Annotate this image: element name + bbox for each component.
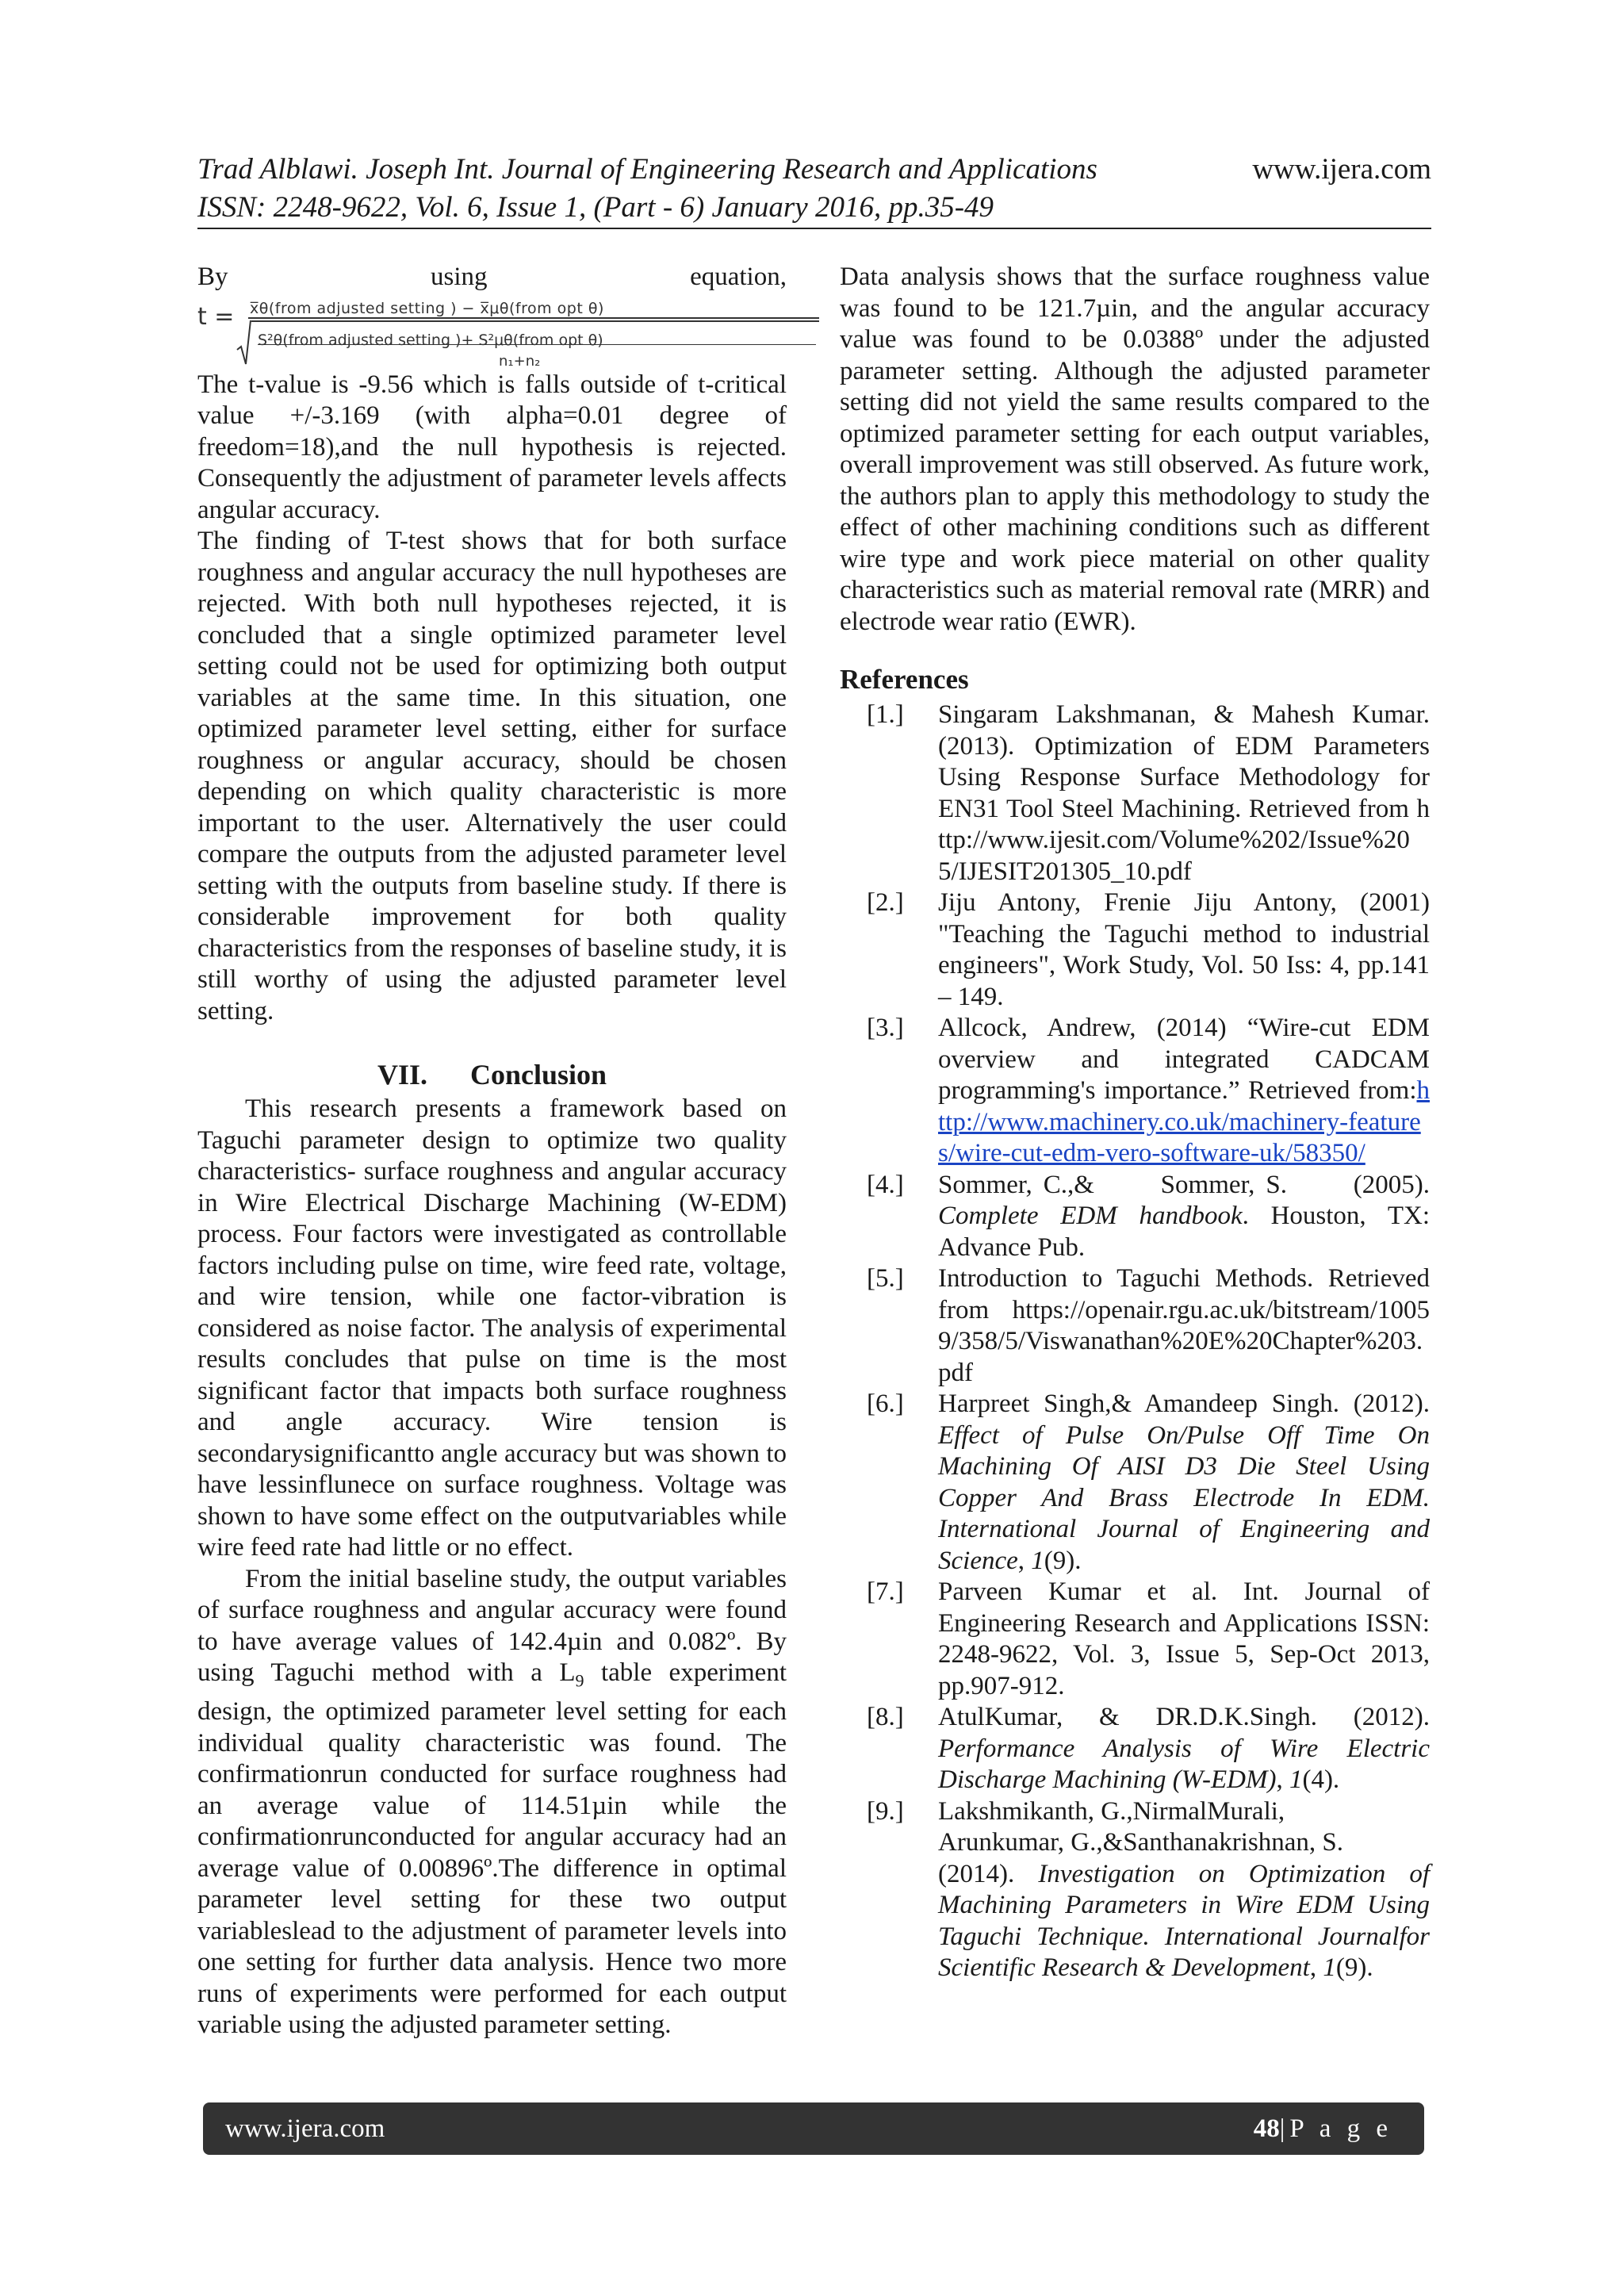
formula-denominator-top: S²θ(from adjusted setting )+ S²μθ(from opt θ) — [258, 331, 603, 349]
reference-authors: Arunkumar, G.,&Santhanakrishnan, S. — [938, 1828, 1344, 1857]
reference-item — [840, 1577, 1430, 1702]
reference-text: Allcock, Andrew, (2014) “Wire-cut EDM overview and integrated CADCAM programming's importance.” Retrieved from: — [938, 1014, 1430, 1105]
reference-number: [4.] — [867, 1170, 904, 1199]
section-heading-conclusion: VII. Conclusion — [377, 1059, 607, 1091]
references-heading: References — [840, 664, 969, 695]
reference-text: , — [1309, 1953, 1323, 1982]
paragraph-conclusion: This research presents a framework based on Taguchi parameter design to optimize two quality characteristics- surface roughness and angular accuracy in Wire Electrical Discharge Machining (W-EDM) process. Four factors were investigated as controllable factors including pulse on time, wire feed rate, voltage, and wire tension, while one factor-vibration is considered as noise factor. The analysis of experimental results concludes that pulse on time is the most significant factor that impacts both surface roughness and angle accuracy. Wire tension is secondarysignificantto angle accuracy but was shown to have lessinflunece on surface roughness. Voltage was shown to have some effect on the outputvariables while wire feed rate had little or no effect. — [197, 1094, 787, 1562]
square-root-icon — [236, 320, 251, 366]
right-column — [840, 262, 1437, 1984]
page-footer — [203, 2102, 1424, 2155]
eq-intro-word: using — [431, 263, 488, 291]
reference-title: Complete EDM handbook — [938, 1202, 1243, 1230]
paragraph-t-test-finding: The finding of T-test shows that for both surface roughness and angular accuracy the null hypotheses are rejected. With both null hypotheses rejected, it is concluded that a single optimized parameter level setting could not be used for optimizing both output variables at the same time. In this situation, one optimized parameter level setting, either for surface roughness or angular accuracy, should be chosen depending on which quality characteristic is more important to the user. Alternatively the user could compare the outputs from the adjusted parameter level setting with the outputs from baseline study. If there is considerable improvement for both quality characteristics from the responses of baseline study, it is still worthy of using the adjusted parameter level setting. — [197, 527, 787, 1025]
reference-text: Sommer, C.,& Sommer, S. (2005). — [938, 1170, 1437, 1199]
reference-volume: 1 — [1289, 1765, 1303, 1794]
reference-volume: 1 — [1031, 1546, 1044, 1575]
reference-item — [840, 887, 1430, 1013]
reference-text: , — [1017, 1546, 1032, 1575]
text-span: From the initial baseline study, the output variables of surface roughness and angular accuracy were found to have average values of 142.4µin and 0.082º. By using Taguchi method with a L — [197, 1564, 787, 1687]
reference-number: [3.] — [867, 1014, 904, 1042]
header-rule — [197, 228, 1431, 229]
reference-number: [7.] — [867, 1577, 904, 1606]
footer-page — [1254, 2114, 1392, 2144]
reference-item — [840, 1702, 1437, 1796]
reference-link[interactable]: http://www.machinery.co.uk/machinery-features/wire-cut-edm-vero-software-uk/58350/ — [938, 1076, 1430, 1167]
formula-numerator: x̅θ(from adjusted setting ) − x̅μθ(from opt θ) — [250, 299, 604, 317]
paragraph-baseline — [197, 1564, 787, 2041]
formula-lhs: t = — [197, 302, 235, 331]
reference-text: Parveen Kumar et al. Int. Journal of Engineering Research and Applications ISSN: 2248-9622, Vol. 3, Issue 5, Sep-Oct 2013, pp.907-912. — [938, 1577, 1430, 1700]
footer-site: www.ijera.com — [225, 2114, 385, 2143]
inner-fraction-bar — [258, 344, 816, 345]
running-header — [197, 151, 1431, 227]
reference-text: AtulKumar, & DR.D.K.Singh. (2012). — [938, 1703, 1437, 1731]
header-citation-line2: ISSN: 2248-9622, Vol. 6, Issue 1, (Part - 6) January 2016, pp.35-49 — [197, 191, 994, 224]
formula-denominator-bottom: n₁+n₂ — [499, 352, 541, 370]
reference-text: Harpreet Singh,& Amandeep Singh. (2012). — [938, 1389, 1430, 1418]
reference-number: [1.] — [867, 700, 904, 729]
reference-number: [9.] — [867, 1796, 904, 1826]
reference-text: , — [1276, 1765, 1289, 1794]
reference-title: Performance Analysis of Wire Electric Discharge Machining (W-EDM) — [938, 1734, 1430, 1794]
equation-intro — [197, 262, 787, 293]
reference-item — [840, 1013, 1430, 1170]
reference-item — [840, 700, 1430, 887]
header-citation-line1: Trad Alblawi. Joseph Int. Journal of Engineering Research and Applications — [197, 153, 1097, 186]
text-span: table experiment design, the optimized parameter level setting for each individual quality characteristic was found. The confirmationrun conducted for surface roughness had an average value of 114.51µin while the confirmationrunconducted for angular accuracy had an average value of 0.00896º.The difference in optimal parameter level setting for these two output variableslead to the adjustment of parameter levels into one setting for further data analysis. Hence two more runs of experiments were performed for each output variable using the adjusted parameter setting. — [197, 1658, 787, 2040]
left-column — [197, 262, 787, 2041]
reference-text: (9). — [1335, 1953, 1373, 1982]
reference-text: Singaram Lakshmanan, & Mahesh Kumar. (2013). Optimization of EDM Parameters Using Response Surface Methodology for EN31 Tool Steel Machining. Retrieved from — [938, 700, 1430, 823]
reference-title: Investigation on Optimization of Machining Parameters in Wire EDM Using Taguchi Technique. International Journalfor Scientific Research & Development — [938, 1859, 1430, 1982]
eq-intro-word: By — [197, 263, 228, 291]
page-number: 48 — [1253, 2114, 1280, 2143]
paragraph-t-value: The t-value is -9.56 which is falls outside of t-critical value +/-3.169 (with alpha=0.01 degree of freedom=18),and the null hypothesis is rejected. Consequently the adjustment of parameter levels affects angular accuracy. — [197, 370, 787, 524]
header-site: www.ijera.com — [1252, 153, 1431, 186]
t-test-formula — [197, 293, 787, 370]
eq-intro-word: equation, — [690, 263, 787, 291]
reference-text: (2014). — [938, 1859, 1039, 1888]
fraction-bar — [248, 317, 819, 319]
reference-number: [5.] — [867, 1264, 904, 1293]
reference-text: (4). — [1302, 1765, 1340, 1794]
reference-item — [840, 1796, 1430, 1984]
page-label: |P a g e — [1279, 2114, 1392, 2143]
reference-item — [840, 1263, 1430, 1389]
reference-text: . Houston, TX: Advance Pub. — [938, 1202, 1430, 1262]
reference-url[interactable]: http://www.ijesit.com/Volume%202/Issue%205/IJESIT201305_10.pdf — [938, 794, 1431, 886]
paragraph-data-analysis: Data analysis shows that the surface roughness value was found to be 121.7µin, and the angular accuracy value was found to be 0.0388º under the adjusted parameter setting. Although the adjusted parameter setting did not yield the same results compared to the optimized parameter setting for each output variables, overall improvement was still observed. As future work, the authors plan to apply this methodology to study the effect of other machining conditions such as different wire type and work piece material on other quality characteristics such as material removal rate (MRR) and electrode wear ratio (EWR). — [840, 263, 1430, 636]
reference-item — [840, 1170, 1437, 1264]
reference-item — [840, 1389, 1430, 1577]
reference-text: (9). — [1044, 1546, 1082, 1575]
reference-url[interactable]: https://openair.rgu.ac.uk/bitstream/10059/358/5/Viswanathan%20E%20Chapter%203.pdf — [938, 1295, 1430, 1387]
reference-title: Effect of Pulse On/Pulse Off Time On Machining Of AISI D3 Die Steel Using Copper And Brass Electrode In EDM. International Journal of Engineering and Science — [938, 1420, 1430, 1575]
reference-number: [6.] — [867, 1389, 904, 1418]
reference-text: Jiju Antony, Frenie Jiju Antony, (2001) "Teaching the Taguchi method to industrial engineers", Work Study, Vol. 50 Iss: 4, pp.141 – 149. — [938, 888, 1430, 1011]
reference-number: [2.] — [867, 888, 904, 917]
reference-authors: Lakshmikanth, G.,NirmalMurali, — [938, 1796, 1285, 1826]
reference-number: [8.] — [867, 1703, 904, 1731]
subscript: 9 — [575, 1670, 584, 1691]
reference-text: Introduction to Taguchi Methods. Retrieved from — [938, 1264, 1430, 1324]
reference-volume: 1 — [1323, 1953, 1336, 1982]
root-bar — [251, 320, 819, 322]
